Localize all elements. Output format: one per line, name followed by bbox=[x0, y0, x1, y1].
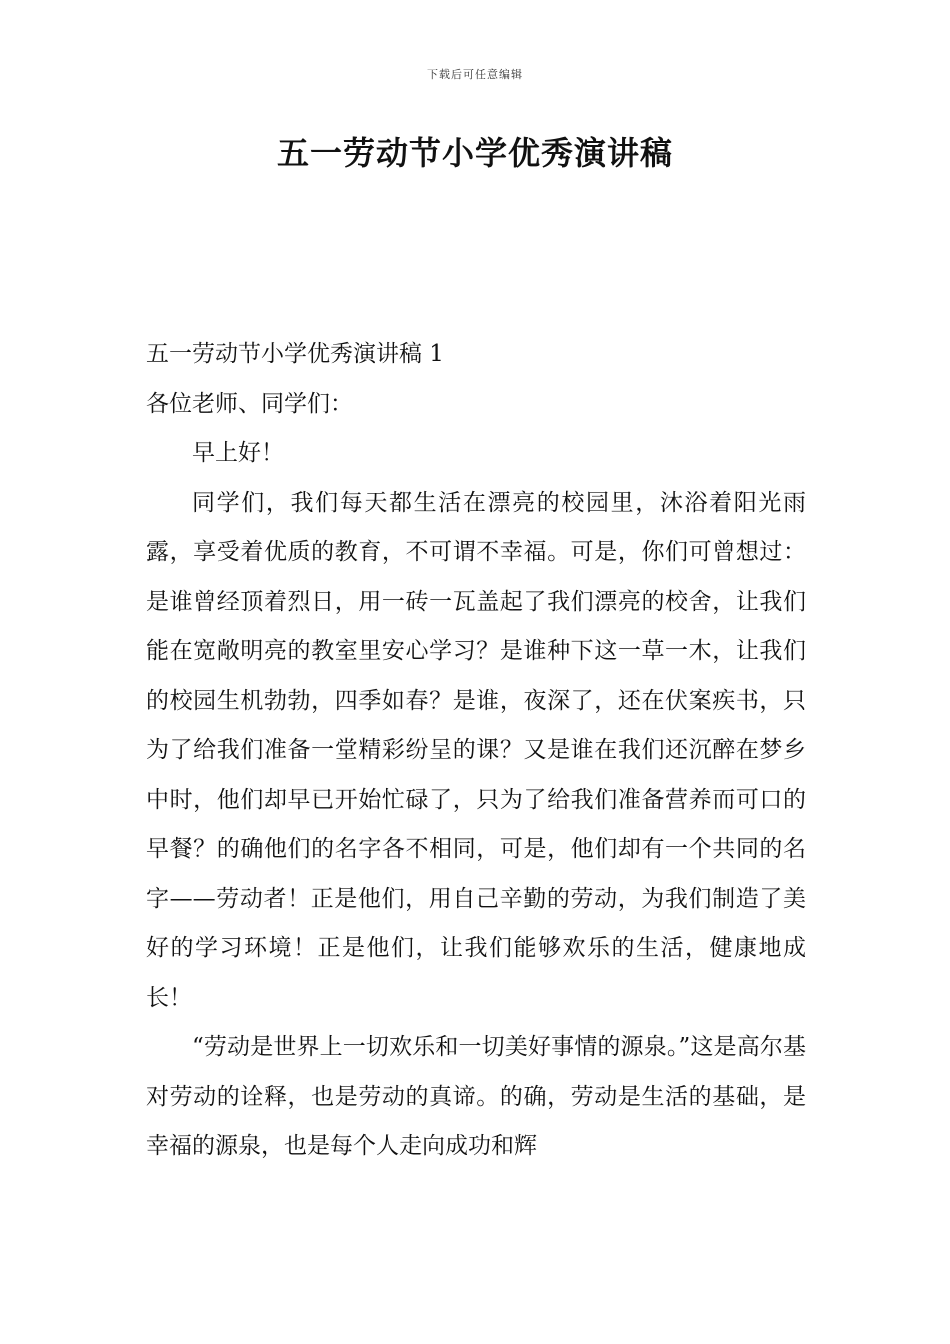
salutation: 各位老师、同学们： bbox=[146, 390, 353, 417]
paragraph-1: 同学们，我们每天都生活在漂亮的校园里，沐浴着阳光雨露，享受着优质的教育，不可谓不幸福。可是，你们可曾想过：是谁曾经顶着烈日，用一砖一瓦盖起了我们漂亮的校舍，让我们能在宽敞明亮的教室里安心学习？是谁种下这一草一木，让我们的校园生机勃勃，四季如春？是谁，夜深了，还在伏案疾书，只为了给我们准备一堂精彩纷呈的课？又是谁在我们还沉醉在梦乡中时，他们却早已开始忙碌了，只为了给我们准备营养而可口的早餐？的确他们的名字各不相同，可是，他们却有一个共同的名字——劳动者！正是他们，用自己辛勤的劳动，为我们制造了美好的学习环境！正是他们，让我们能够欢乐的生活，健康地成长！ bbox=[146, 489, 806, 1011]
header-note: 下载后可任意编辑 bbox=[427, 68, 523, 81]
greeting: 早上好！ bbox=[192, 440, 284, 466]
paragraph-2: “劳动是世界上一切欢乐和一切美好事情的源泉。”这是高尔基对劳动的诠释，也是劳动的真谛。的确，劳动是生活的基础，是幸福的源泉，也是每个人走向成功和辉 bbox=[146, 1034, 806, 1159]
section-heading: 五一劳动节小学优秀演讲稿 1 bbox=[146, 341, 444, 367]
document-body bbox=[146, 330, 806, 1172]
document-title: 五一劳动节小学优秀演讲稿 bbox=[276, 134, 673, 172]
